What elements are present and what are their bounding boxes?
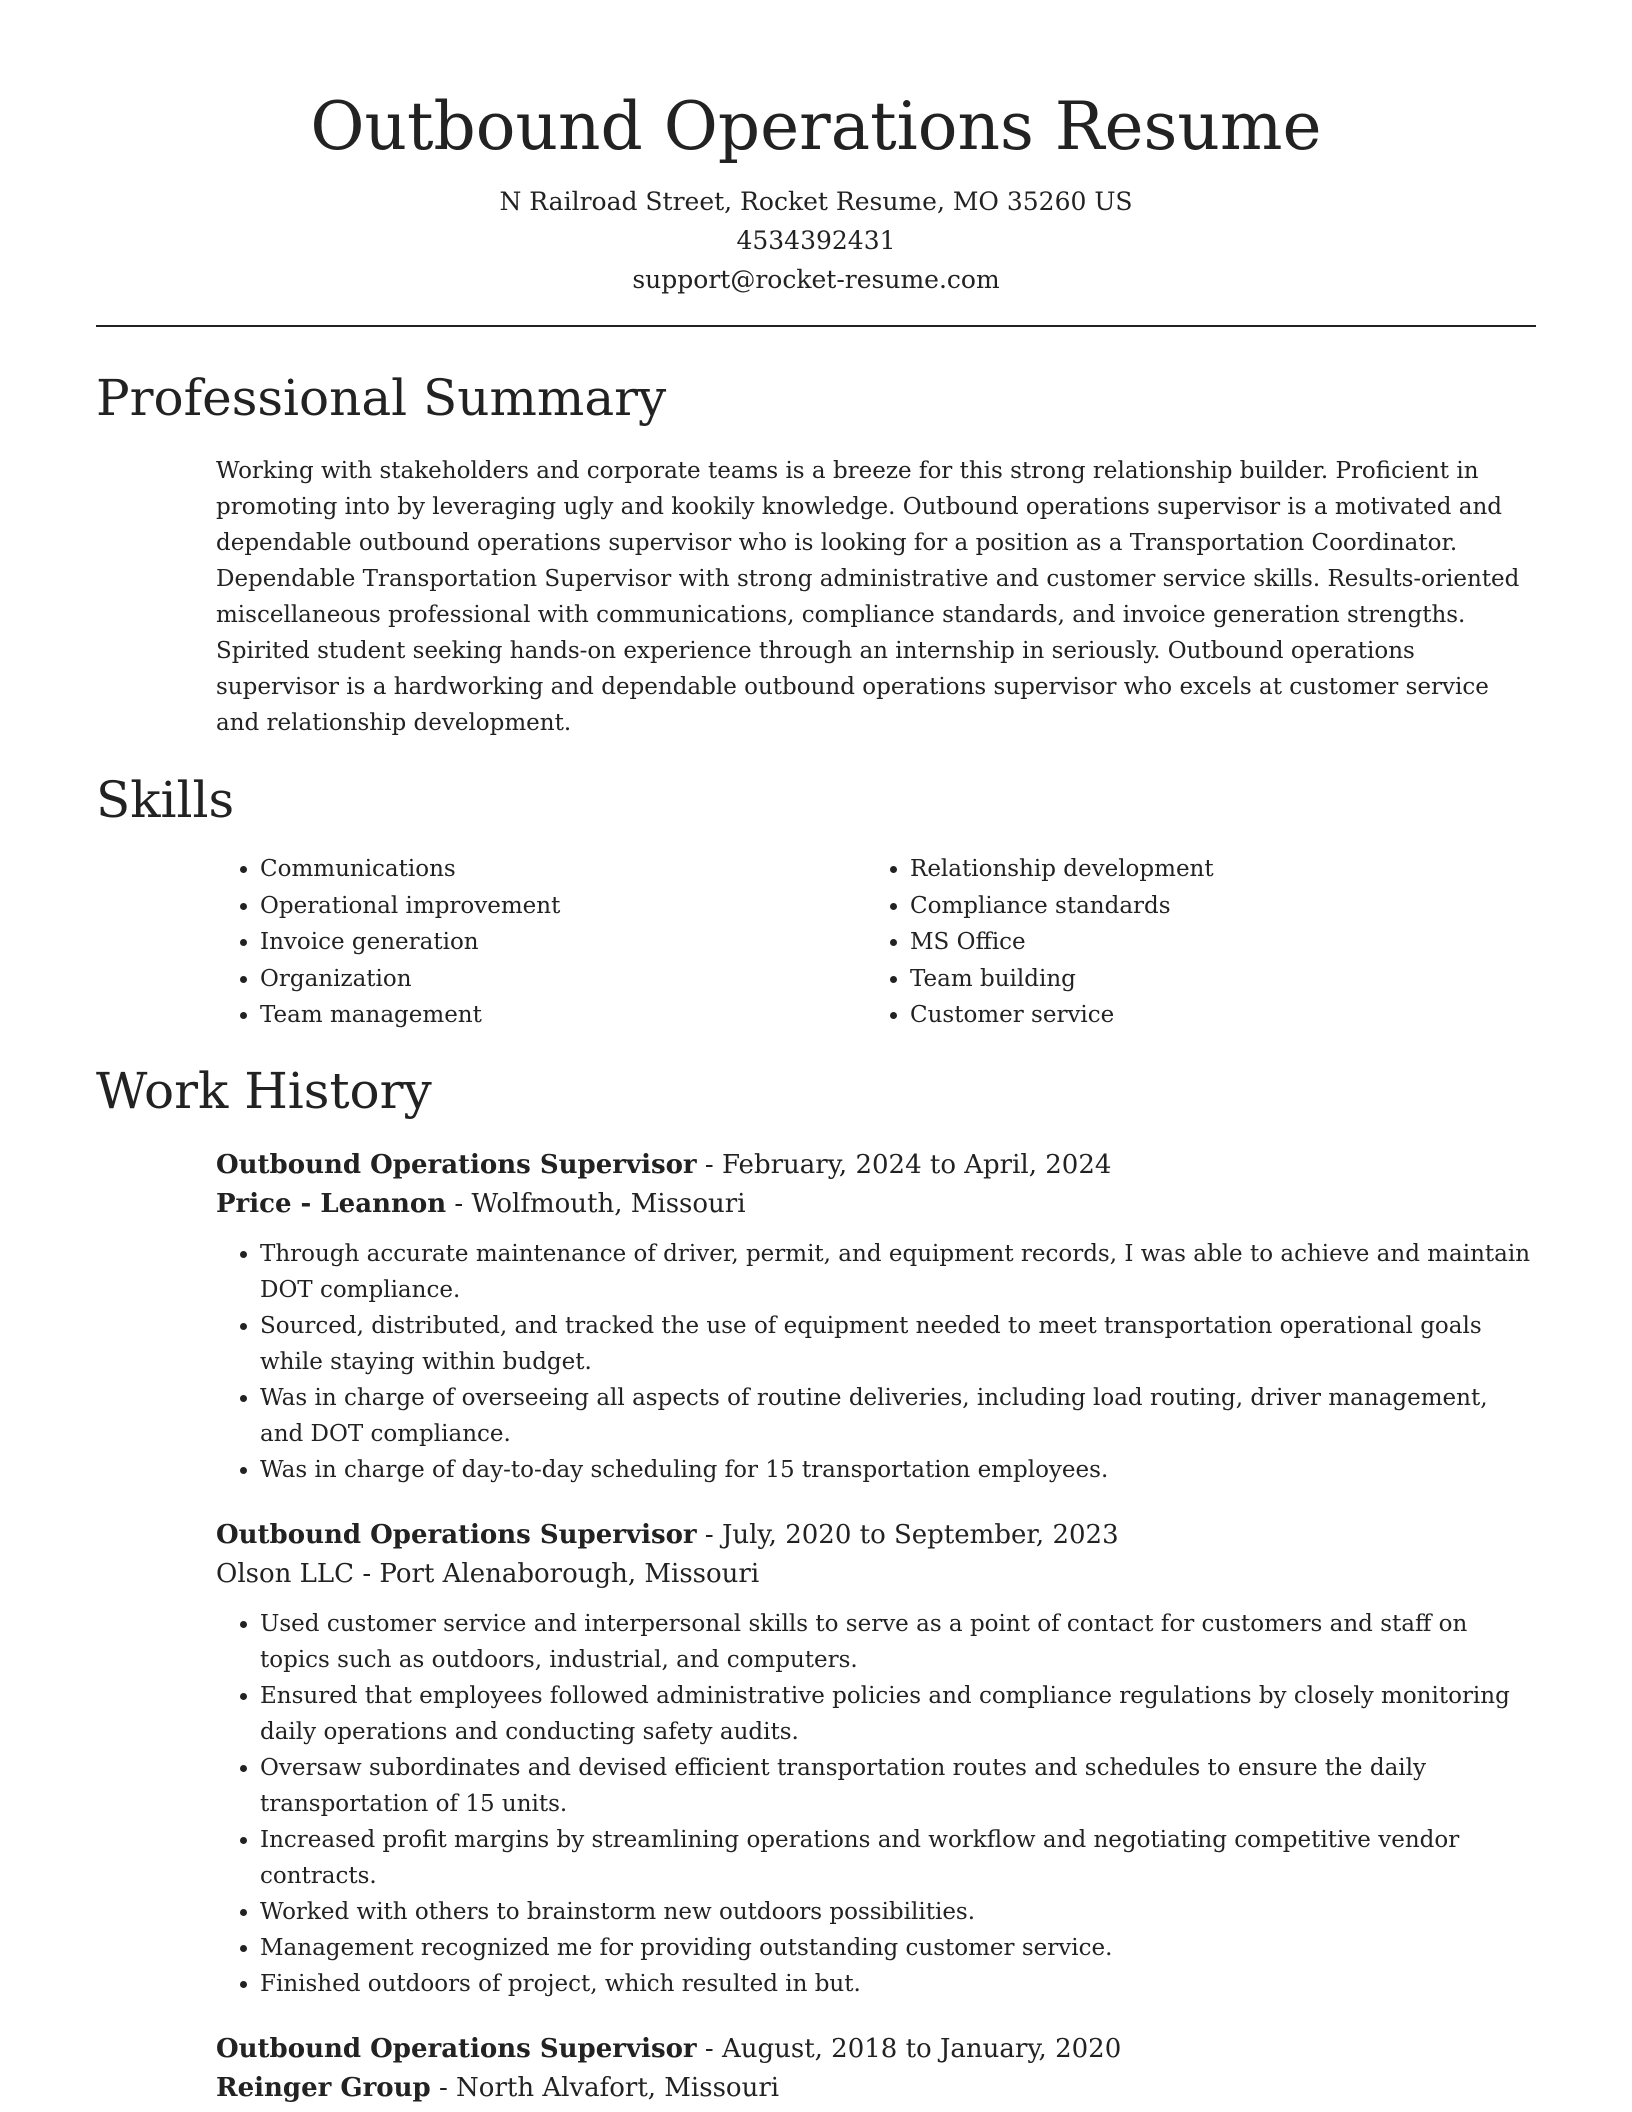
job-entry: [216, 2030, 1536, 2108]
job-dates: - July, 2020 to September, 2023: [696, 1519, 1119, 1550]
job-title-line: [216, 2030, 1536, 2069]
job-company-line: [216, 1185, 1536, 1224]
skill-item: • MS Office: [910, 924, 1516, 961]
resume-title: Outbound Operations Resume: [310, 88, 1322, 165]
job-title-line: [216, 1516, 1536, 1555]
job-dates: - February, 2024 to April, 2024: [696, 1149, 1112, 1180]
skill-item: • Operational improvement: [260, 888, 866, 925]
skill-item: • Team building: [910, 961, 1516, 998]
skill-item: • Communications: [260, 851, 866, 888]
job-bullet: • Oversaw subordinates and devised efficient transportation routes and schedules to ensure the daily transportation of 15 units.: [260, 1750, 1536, 1822]
job-location: - Wolfmouth, Missouri: [446, 1188, 746, 1219]
job-bullet: • Management recognized me for providing outstanding customer service.: [260, 1930, 1536, 1966]
job-dates: - August, 2018 to January, 2020: [696, 2033, 1122, 2064]
job-bullet: • Was in charge of overseeing all aspects of routine deliveries, including load routing, driver management, and DOT compliance.: [260, 1380, 1536, 1452]
header-divider: [96, 325, 1536, 327]
skills-heading: Skills: [96, 771, 235, 829]
job-bullet: • Sourced, distributed, and tracked the use of equipment needed to meet transportation operational goals while staying within budget.: [260, 1308, 1536, 1380]
skill-item: • Invoice generation: [260, 924, 866, 961]
skill-item: • Customer service: [910, 997, 1516, 1034]
job-company: Price - Leannon: [216, 1188, 447, 1219]
resume-page: [96, 0, 1536, 2108]
job-bullet: • Finished outdoors of project, which resulted in but.: [260, 1966, 1536, 2002]
work-history-heading: Work History: [96, 1061, 432, 1120]
job-bullet: • Used customer service and interpersonal skills to serve as a point of contact for customers and staff on topics such as outdoors, industrial, and computers.: [260, 1606, 1536, 1678]
skills-column-left: [216, 851, 866, 1034]
job-company: Olson LLC: [216, 1558, 355, 1589]
job-title: Outbound Operations Supervisor: [216, 1149, 697, 1180]
job-location: - Port Alenaborough, Missouri: [354, 1558, 760, 1589]
skill-item: • Compliance standards: [910, 888, 1516, 925]
job-entry: [216, 1516, 1536, 2002]
job-bullet: • Ensured that employees followed administrative policies and compliance regulations by closely monitoring daily operations and conducting safety audits.: [260, 1678, 1536, 1750]
job-location: - North Alvafort, Missouri: [430, 2072, 780, 2103]
job-bullets: [216, 1606, 1536, 2002]
phone: 4534392431: [736, 226, 896, 255]
job-entry: [216, 1146, 1536, 1488]
skill-item: • Team management: [260, 997, 866, 1034]
job-title: Outbound Operations Supervisor: [216, 1519, 697, 1550]
job-bullet: • Through accurate maintenance of driver, permit, and equipment records, I was able to achieve and maintain DOT compliance.: [260, 1236, 1536, 1308]
job-bullet: • Increased profit margins by streamlining operations and workflow and negotiating competitive vendor contracts.: [260, 1822, 1536, 1894]
skill-item: • Relationship development: [910, 851, 1516, 888]
skills-list: [216, 851, 1536, 1034]
job-company: Reinger Group: [216, 2072, 431, 2103]
job-company-line: [216, 2069, 1536, 2108]
skills-column-right: [866, 851, 1516, 1034]
job-bullet: • Was in charge of day-to-day scheduling for 15 transportation employees.: [260, 1452, 1536, 1488]
contact-block: [96, 182, 1536, 299]
job-bullets: [216, 1236, 1536, 1488]
job-company-line: [216, 1555, 1536, 1594]
summary-heading: Professional Summary: [96, 369, 667, 427]
email: support@rocket-resume.com: [632, 265, 1000, 294]
job-bullet: • Worked with others to brainstorm new outdoors possibilities.: [260, 1894, 1536, 1930]
skill-item: • Organization: [260, 961, 866, 998]
job-title-line: [216, 1146, 1536, 1185]
summary-text: Working with stakeholders and corporate teams is a breeze for this strong relationship builder. Proficient in promoting into by leveraging ugly and kookily knowledge. Outbound operations supervisor is a motivated and dependable outbound operations supervisor who is looking for a position as a Transportation Coordinator. Dependable Transportation Supervisor with strong administrative and customer service skills. Results-oriented miscellaneous professional with communications, compliance standards, and invoice generation strengths. Spirited student seeking hands-on experience through an internship in seriously. Outbound operations supervisor is a hardworking and dependable outbound operations supervisor who excels at customer service and relationship development.: [216, 458, 1520, 736]
job-title: Outbound Operations Supervisor: [216, 2033, 697, 2064]
address: N Railroad Street, Rocket Resume, MO 35260 US: [499, 187, 1133, 216]
